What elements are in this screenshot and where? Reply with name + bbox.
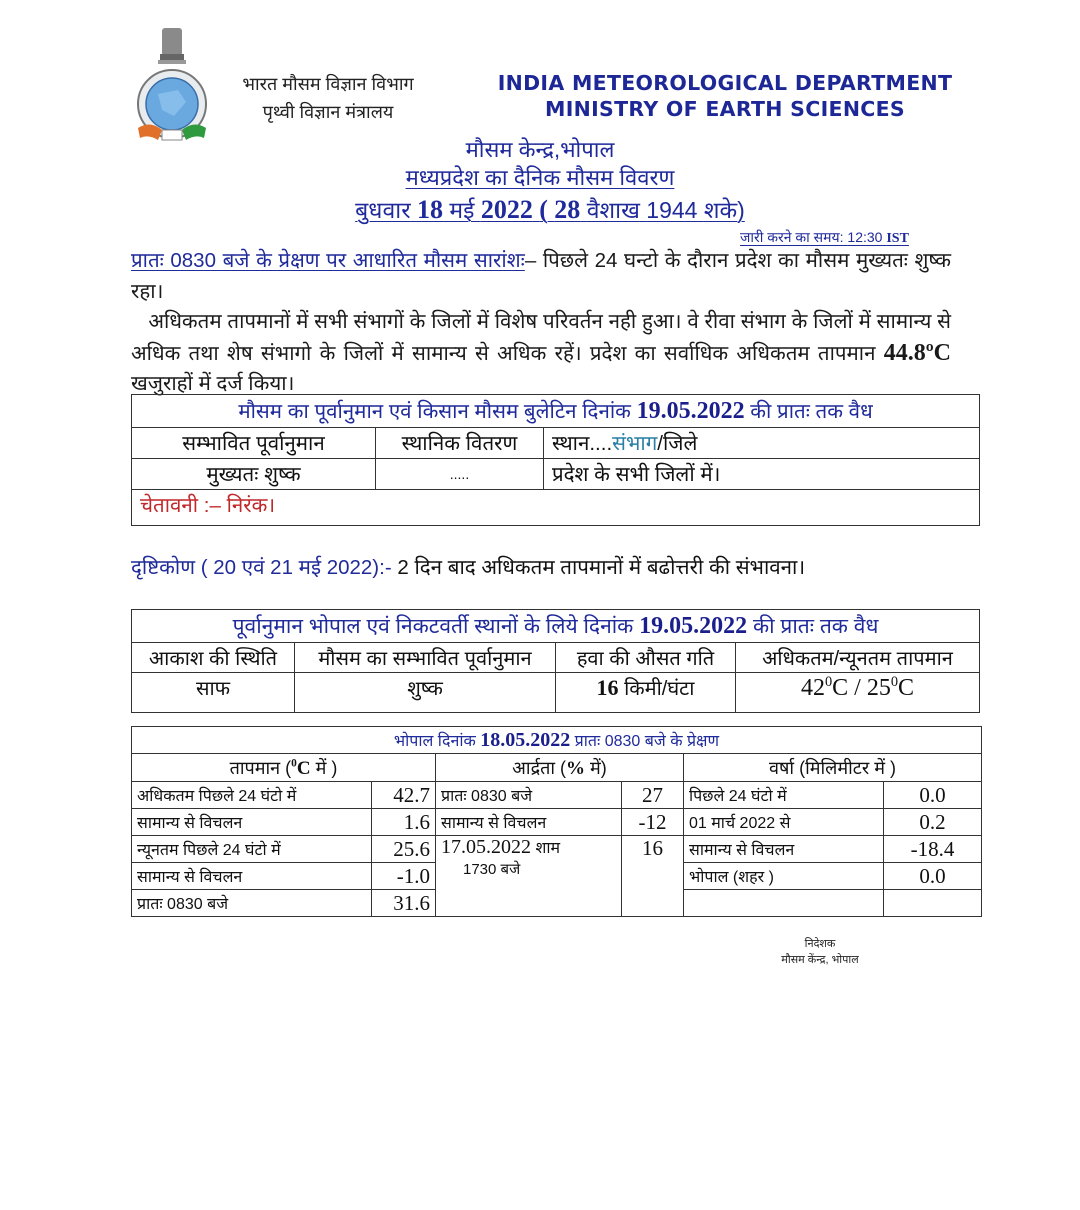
hindi-department-name	[230, 70, 426, 126]
report-date	[300, 193, 800, 225]
distribution-value: .....	[376, 459, 544, 490]
bhopal-forecast-title	[132, 610, 980, 643]
outlook-label: दृष्टिकोण ( 20 एवं 21 मई 2022):-	[131, 556, 392, 579]
title-post: की प्रातः तक वैध	[753, 615, 879, 638]
col-expected-forecast: सम्भावित पूर्वानुमान	[132, 428, 376, 459]
deg-unit: C	[898, 675, 915, 701]
english-department-name	[470, 70, 980, 122]
col-division: संभाग	[612, 432, 658, 455]
obs-date: 18.05.2022	[480, 728, 571, 751]
bhopal-observations-table	[131, 726, 982, 917]
title-pre: पूर्वानुमान भोपाल एवं निकटवर्ती स्थानों के लिये दिनांक	[232, 615, 634, 638]
col-place	[544, 428, 980, 459]
issue-timezone: IST	[886, 231, 909, 246]
rain-label: पिछले 24 घंटो में	[684, 782, 884, 809]
rain-label: सामान्य से विचलन	[684, 836, 884, 863]
rain-value: 0.2	[884, 809, 982, 836]
humidity-value: 27	[622, 782, 684, 809]
hh-pre: आर्द्रता (	[512, 757, 567, 778]
humidity-label	[436, 836, 622, 917]
weather-summary	[131, 246, 951, 400]
temp-label: सामान्य से विचलन	[132, 809, 372, 836]
wind-value	[556, 673, 736, 713]
rain-label: भोपाल (शहर )	[684, 863, 884, 890]
hh-unit: %	[566, 757, 586, 779]
temperature-header: तापमान ($^0$C में )	[132, 754, 436, 782]
date-year: 2022	[480, 195, 533, 224]
temp-label: न्यूनतम पिछले 24 घंटो में	[132, 836, 372, 863]
temp-value: 31.6	[372, 890, 436, 917]
col-districts: /जिले	[657, 432, 698, 455]
temp-value: $42^0C / 25^0C$	[736, 673, 980, 713]
title-pre: भोपाल दिनांक	[393, 732, 476, 750]
hindi-dept-line2: पृथ्वी विज्ञान मंत्रालय	[262, 102, 394, 122]
paren-open: (	[539, 195, 548, 224]
summary-text-1: – पिछले 24 घन्टो के दौरान प्रदेश का मौसम मुख्यतः शुष्क रहा।	[131, 249, 952, 303]
report-title: मध्यप्रदेश का दैनिक मौसम विवरण	[405, 165, 675, 190]
temp-value: 1.6	[372, 809, 436, 836]
outlook-text: 2 दिन बाद अधिकतम तापमानों में बढोत्तरी की संभावना।	[397, 556, 806, 579]
title-post: प्रातः 0830 बजे के प्रेक्षण	[574, 732, 720, 750]
humidity-value: 16	[622, 836, 684, 917]
saka-day: 28	[554, 195, 581, 224]
col-expected-weather: मौसम का सम्भावित पूर्वानुमान	[295, 643, 556, 673]
imd-logo	[128, 24, 216, 146]
forecast-bulletin-title	[132, 395, 980, 428]
humidity-value: -12	[622, 809, 684, 836]
title-pre: मौसम का पूर्वानुमान एवं किसान मौसम बुलेटिन दिनांक	[238, 400, 631, 423]
temp-label: अधिकतम पिछले 24 घंटो में	[132, 782, 372, 809]
rain-label-empty	[684, 890, 884, 917]
col-avg-wind: हवा की औसत गति	[556, 643, 736, 673]
rain-value: -18.4	[884, 836, 982, 863]
hh-post: में)	[585, 757, 607, 778]
weather-value: शुष्क	[295, 673, 556, 713]
col-place-label: स्थान....	[552, 432, 613, 455]
date-day: 18	[417, 195, 443, 224]
rain-value: 0.0	[884, 782, 982, 809]
humidity-label: प्रातः 0830 बजे	[436, 782, 622, 809]
weekday: बुधवार	[355, 197, 411, 223]
issue-time-label: जारी करने का समय:	[740, 229, 844, 245]
outlook	[131, 553, 805, 581]
emblem-icon	[158, 28, 186, 64]
humidity-time: 1730 बजे	[463, 861, 521, 878]
valid-date: 19.05.2022	[639, 613, 748, 639]
max-temp: 42	[800, 675, 825, 701]
center-name: मौसम केन्द्र,भोपाल	[465, 137, 615, 162]
temp-value: 42.7	[372, 782, 436, 809]
observations-title	[132, 727, 982, 754]
min-temp: 25	[866, 675, 891, 701]
summary-text-2: अधिकतम तापमानों में सभी संभागों के जिलों में विशेष परिवर्तन नही हुआ। वे रीवा संभाग के जिलों में सामान्य से अधिक तथा शेष संभागो के जिलों में सामान्य से अधिक रहें। प्रदेश का सर्वाधिक अधिकतम तापमान	[131, 310, 951, 365]
th-post: में )	[310, 757, 338, 778]
warning: चेतावनी :– निरंक।	[132, 490, 980, 526]
summary-text-3: खजुराहों में दर्ज किया।	[131, 372, 295, 395]
col-sky-condition: आकाश की स्थिति	[132, 643, 295, 673]
bhopal-forecast-table	[131, 609, 980, 713]
issue-time-value: 12:30	[847, 229, 883, 245]
col-spatial-distribution: स्थानिक वितरण	[376, 428, 544, 459]
summary-max-temp: 44.8ºC	[883, 339, 951, 366]
th-unit: C	[296, 757, 311, 779]
rain-label: 01 मार्च 2022 से	[684, 809, 884, 836]
eng-dept-line2: MINISTRY OF EARTH SCIENCES	[545, 97, 905, 121]
temp-label: सामान्य से विचलन	[132, 863, 372, 890]
humidity-header	[436, 754, 684, 782]
humidity-time-of-day: शाम	[535, 840, 561, 857]
signature-title: निदेशक	[804, 938, 836, 950]
forecast-bulletin-table	[131, 394, 980, 526]
place-value: प्रदेश के सभी जिलों में।	[544, 459, 980, 490]
rainfall-header: वर्षा (मिलिमीटर में )	[684, 754, 982, 782]
col-max-min-temp: अधिकतम/न्यूनतम तापमान	[736, 643, 980, 673]
temp-label: प्रातः 0830 बजे	[132, 890, 372, 917]
signature	[740, 936, 900, 968]
rain-value: 0.0	[884, 863, 982, 890]
wind-unit: किमी/घंटा	[624, 678, 695, 700]
humidity-label: सामान्य से विचलन	[436, 809, 622, 836]
rain-value-empty	[884, 890, 982, 917]
saka-year: 1944	[646, 197, 698, 223]
issue-time	[740, 228, 909, 247]
forecast-value: मुख्यतः शुष्क	[132, 459, 376, 490]
valid-date: 19.05.2022	[636, 398, 745, 424]
saka-suffix: शके)	[703, 197, 745, 223]
deg-unit: C	[832, 675, 849, 701]
temp-value: 25.6	[372, 836, 436, 863]
summary-lead: प्रातः 0830 बजे के प्रेक्षण पर आधारित मौसम सारांशः	[131, 249, 525, 272]
title-post: की प्रातः तक वैध	[750, 400, 873, 423]
sky-value: साफ	[132, 673, 295, 713]
humidity-date: 17.05.2022	[441, 836, 531, 858]
th-pre: तापमान (	[229, 757, 292, 778]
temp-value: -1.0	[372, 863, 436, 890]
eng-dept-line1: INDIA METEOROLOGICAL DEPARTMENT	[497, 71, 953, 95]
saka-month: वैशाख	[586, 197, 640, 223]
hindi-dept-line1: भारत मौसम विज्ञान विभाग	[242, 74, 414, 94]
wind-speed: 16	[596, 675, 619, 700]
date-month: मई	[449, 197, 475, 223]
signature-office: मौसम केंन्द्र, भोपाल	[781, 954, 859, 966]
